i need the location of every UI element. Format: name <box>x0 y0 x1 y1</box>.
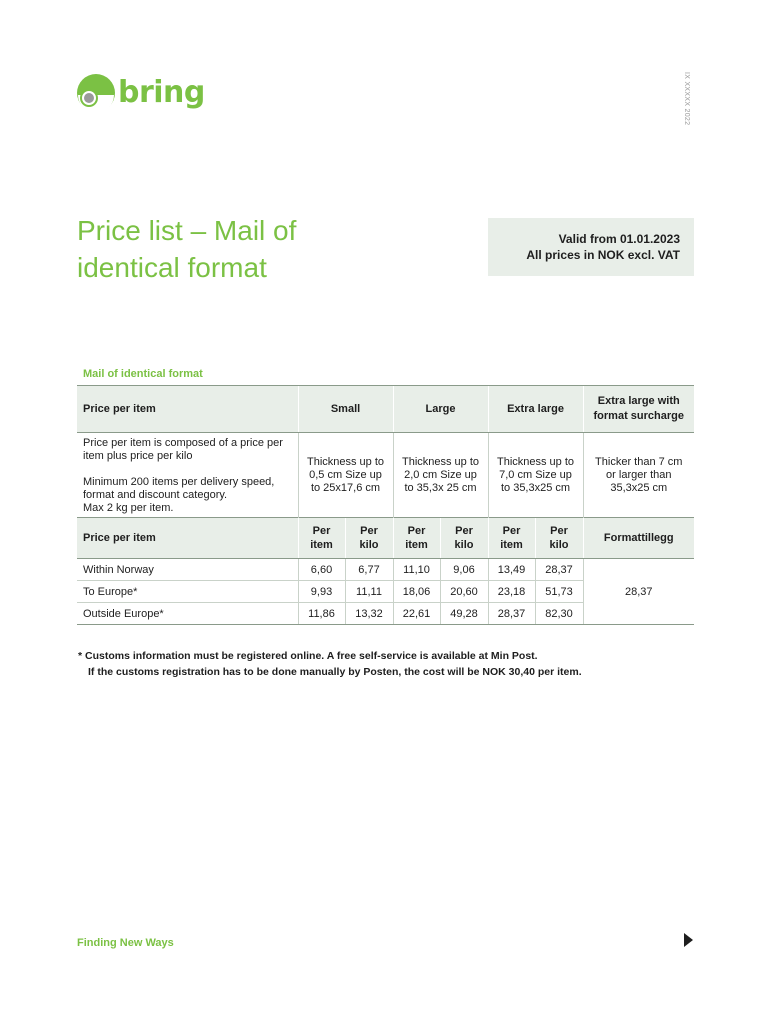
price-cell: 28,37 <box>535 559 583 581</box>
price-cell: 20,60 <box>440 581 488 603</box>
price-table <box>77 385 694 625</box>
desc-large: Thickness up to 2,0 cm Size up to 35,3x 25 cm <box>393 433 488 518</box>
price-cell: 13,49 <box>488 559 535 581</box>
price-cell: 51,73 <box>535 581 583 603</box>
header-extra-large: Extra large <box>488 386 583 433</box>
price-cell: 13,32 <box>345 603 393 625</box>
subheader-per-item: Per item <box>393 518 440 559</box>
header-surcharge: Extra large with format surcharge <box>583 386 694 433</box>
desc-small: Thickness up to 0,5 cm Size up to 25x17,6 cm <box>298 433 393 518</box>
price-cell: 22,61 <box>393 603 440 625</box>
subheader-row <box>77 518 694 559</box>
subheader-per-kilo: Per kilo <box>345 518 393 559</box>
price-cell: 9,93 <box>298 581 345 603</box>
subheader-per-item: Per item <box>298 518 345 559</box>
price-cell: 9,06 <box>440 559 488 581</box>
page-title: Price list – Mail of identical format <box>77 215 297 283</box>
header-large: Large <box>393 386 488 433</box>
row-label: Outside Europe* <box>77 603 298 625</box>
document-code-text: IX XXXXX 2022 <box>683 72 690 126</box>
table-row <box>77 559 694 581</box>
row-label: To Europe* <box>77 581 298 603</box>
footnote-line2: If the customs registration has to be done manually by Posten, the cost will be NOK 30,40 per item. <box>88 666 582 678</box>
surcharge-value: 28,37 <box>583 559 694 625</box>
price-cell: 6,77 <box>345 559 393 581</box>
row-label: Within Norway <box>77 559 298 581</box>
table-header-row <box>77 386 694 433</box>
price-cell: 23,18 <box>488 581 535 603</box>
description-row <box>77 433 694 518</box>
bring-logo <box>76 70 205 116</box>
pricing-description-line1: Price per item is composed of a price per item plus price per kilo <box>83 437 283 462</box>
price-cell: 6,60 <box>298 559 345 581</box>
brand-name: bring <box>118 75 205 110</box>
desc-surcharge: Thicker than 7 cm or larger than 35,3x25 cm <box>583 433 694 518</box>
price-cell: 49,28 <box>440 603 488 625</box>
subheader-per-kilo: Per kilo <box>440 518 488 559</box>
currency-note-text: All prices in NOK excl. VAT <box>526 248 680 262</box>
customs-footnote <box>78 648 582 680</box>
bring-logo-icon <box>76 73 116 113</box>
document-code <box>674 72 698 142</box>
price-cell: 82,30 <box>535 603 583 625</box>
validity-box <box>488 218 694 276</box>
price-cell: 11,86 <box>298 603 345 625</box>
pricing-description-line3: Max 2 kg per item. <box>83 502 174 514</box>
subheader-per-kilo: Per kilo <box>535 518 583 559</box>
header-price-per-item: Price per item <box>77 386 298 433</box>
section-title: Mail of identical format <box>83 368 203 380</box>
footnote-line1: * Customs information must be registered online. A free self-service is available at Min Post. <box>78 650 538 662</box>
desc-extra-large: Thickness up to 7,0 cm Size up to 35,3x25 cm <box>488 433 583 518</box>
subheader-per-item: Per item <box>488 518 535 559</box>
price-cell: 11,10 <box>393 559 440 581</box>
valid-from-text: Valid from 01.01.2023 <box>558 232 680 246</box>
subheader-price-per-item: Price per item <box>77 518 298 559</box>
price-cell: 28,37 <box>488 603 535 625</box>
subheader-surcharge: Formattillegg <box>583 518 694 559</box>
price-cell: 11,11 <box>345 581 393 603</box>
header-small: Small <box>298 386 393 433</box>
arrow-right-icon[interactable] <box>684 933 693 947</box>
tagline: Finding New Ways <box>77 937 174 949</box>
pricing-description-line2: Minimum 200 items per delivery speed, format and discount category. <box>83 476 275 501</box>
price-cell: 18,06 <box>393 581 440 603</box>
pricing-description <box>77 433 298 518</box>
